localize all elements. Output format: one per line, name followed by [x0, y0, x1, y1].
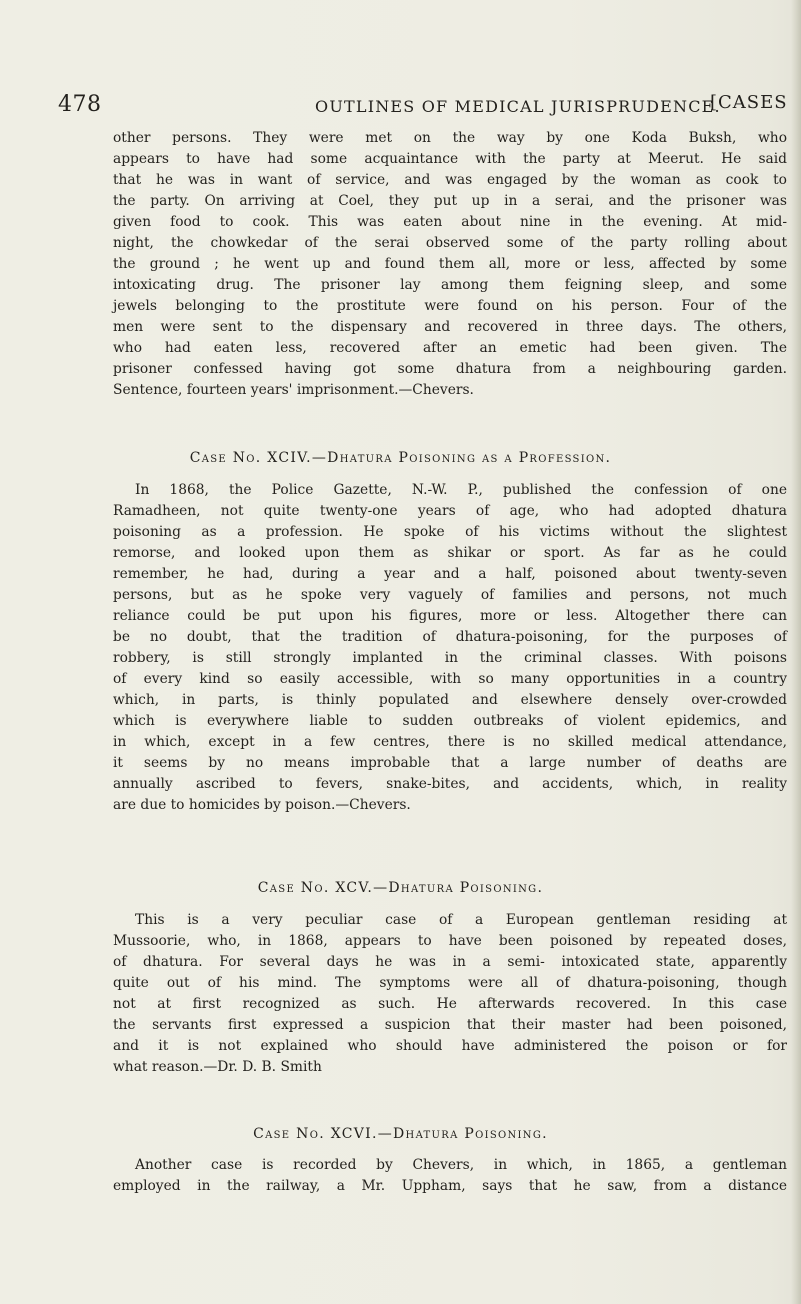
text-line: the party. On arriving at Coel, they put up in a serai, and the prisoner was: [113, 193, 787, 209]
case-96-heading: Case No. XCVI.—Dhatura Poisoning.: [253, 1126, 548, 1142]
text-line: in which, except in a few centres, there is no skilled medical attendance,: [113, 734, 787, 750]
text-line: the ground ; he went up and found them all, more or less, affected by some: [113, 256, 787, 272]
text-line: jewels belonging to the prostitute were found on his person. Four of the: [113, 298, 787, 314]
page-header: [0, 88, 801, 118]
text-line: which is everywhere liable to sudden outbreaks of violent epidemics, and: [113, 713, 787, 729]
text-line: that he was in want of service, and was engaged by the woman as cook to: [113, 172, 787, 188]
text-line: This is a very peculiar case of a European gentleman residing at: [135, 912, 787, 928]
text-line: remorse, and looked upon them as shikar or sport. As far as he could: [113, 545, 787, 561]
page-number: 478: [58, 92, 102, 117]
text-line: and it is not explained who should have administered the poison or for: [113, 1038, 787, 1054]
text-line: men were sent to the dispensary and recovered in three days. The others,: [113, 319, 787, 335]
intro-paragraph: [113, 128, 787, 401]
text-line: robbery, is still strongly implanted in the criminal classes. With poisons: [113, 650, 787, 666]
text-line: Sentence, fourteen years' imprisonment.—Chevers.: [113, 382, 474, 398]
text-line: of every kind so easily accessible, with so many opportunities in a country: [113, 671, 787, 687]
text-line: it seems by no means improbable that a large number of deaths are: [113, 755, 787, 771]
running-section: [CASES: [710, 92, 788, 113]
text-line: persons, but as he spoke very vaguely of families and persons, not much: [113, 587, 787, 603]
text-line: poisoning as a profession. He spoke of his victims without the slightest: [113, 524, 787, 540]
text-line: intoxicating drug. The prisoner lay among them feigning sleep, and some: [113, 277, 787, 293]
text-line: be no doubt, that the tradition of dhatura-poisoning, for the purposes of: [113, 629, 787, 645]
text-line: employed in the railway, a Mr. Uppham, says that he saw, from a distance: [113, 1178, 787, 1194]
case-94-paragraph: [113, 480, 787, 816]
text-line: what reason.—Dr. D. B. Smith: [113, 1059, 322, 1075]
text-line: Another case is recorded by Chevers, in which, in 1865, a gentleman: [135, 1157, 787, 1173]
text-line: quite out of his mind. The symptoms were all of dhatura-poisoning, though: [113, 975, 787, 991]
text-line: Mussoorie, who, in 1868, appears to have been poisoned by repeated doses,: [113, 933, 787, 949]
text-line: prisoner confessed having got some dhatura from a neighbouring garden.: [113, 361, 787, 377]
text-line: given food to cook. This was eaten about nine in the evening. At mid-: [113, 214, 787, 230]
text-line: the servants first expressed a suspicion that their master had been poisoned,: [113, 1017, 787, 1033]
text-line: appears to have had some acquaintance with the party at Meerut. He said: [113, 151, 787, 167]
text-line: remember, he had, during a year and a half, poisoned about twenty-seven: [113, 566, 787, 582]
case-96-paragraph: [113, 1155, 787, 1197]
text-line: are due to homicides by poison.—Chevers.: [113, 797, 411, 813]
text-line: who had eaten less, recovered after an emetic had been given. The: [113, 340, 787, 356]
text-line: which, in parts, is thinly populated and elsewhere densely over-crowded: [113, 692, 787, 708]
page-edge-shadow: [791, 0, 801, 1304]
case-95-heading: Case No. XCV.—Dhatura Poisoning.: [257, 880, 544, 896]
running-title: OUTLINES OF MEDICAL JURISPRUDENCE.: [315, 97, 721, 116]
text-line: In 1868, the Police Gazette, N.-W. P., published the confession of one: [135, 482, 787, 498]
text-line: Ramadheen, not quite twenty-one years of age, who had adopted dhatura: [113, 503, 787, 519]
text-line: reliance could be put upon his figures, more or less. Altogether there can: [113, 608, 787, 624]
case-94-heading: Case No. XCIV.—Dhatura Poisoning as a Profession.: [189, 450, 612, 466]
text-line: other persons. They were met on the way by one Koda Buksh, who: [113, 130, 787, 146]
text-line: of dhatura. For several days he was in a semi- intoxicated state, apparently: [113, 954, 787, 970]
case-95-paragraph: [113, 910, 787, 1078]
text-line: not at first recognized as such. He afterwards recovered. In this case: [113, 996, 787, 1012]
text-line: annually ascribed to fevers, snake-bites, and accidents, which, in reality: [113, 776, 787, 792]
text-line: night, the chowkedar of the serai observed some of the party rolling about: [113, 235, 787, 251]
